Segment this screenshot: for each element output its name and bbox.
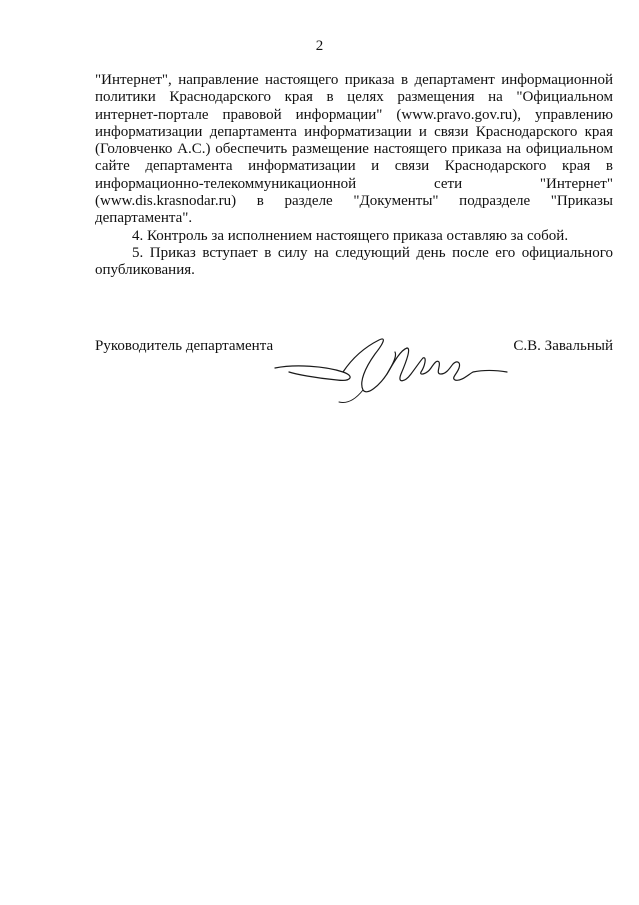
paragraph-3-line-8: (www.dis.krasnodar.ru) в разделе "Документы" подразделе "Приказы [95, 193, 613, 210]
paragraph-3-line-2: политики Краснодарского края в целях размещения на "Официальном [95, 89, 613, 106]
signature-block [95, 338, 613, 418]
paragraph-3-line-1: "Интернет", направление настоящего приказа в департамент информационной [95, 72, 613, 88]
page-number: 2 [315, 38, 324, 54]
handwritten-signature [255, 330, 515, 410]
paragraph-3-line-7: информационно-телекоммуникационной сети "Интернет" [95, 175, 613, 192]
paragraph-3-line-4: информатизации департамента информатизации и связи Краснодарского края [95, 123, 613, 140]
paragraph-4: 4. Контроль за исполнением настоящего приказа оставляю за собой. [132, 227, 569, 244]
paragraph-5-line-1: 5. Приказ вступает в силу на следующий день после его официального [132, 244, 613, 261]
signer-name: С.В. Завальный [513, 338, 613, 354]
signer-position: Руководитель департамента [95, 338, 274, 354]
paragraph-5-line-2: опубликования. [95, 262, 195, 279]
paragraph-3-line-6: сайте департамента информатизации и связи Краснодарского края в [95, 158, 613, 175]
paragraph-3-line-5: (Головченко А.С.) обеспечить размещение настоящего приказа на официальном [95, 141, 613, 158]
document-body [95, 72, 613, 280]
paragraph-3-line-9: департамента". [95, 210, 193, 227]
paragraph-3-line-3: интернет-портале правовой информации" (www.pravo.gov.ru), управлению [95, 106, 613, 123]
